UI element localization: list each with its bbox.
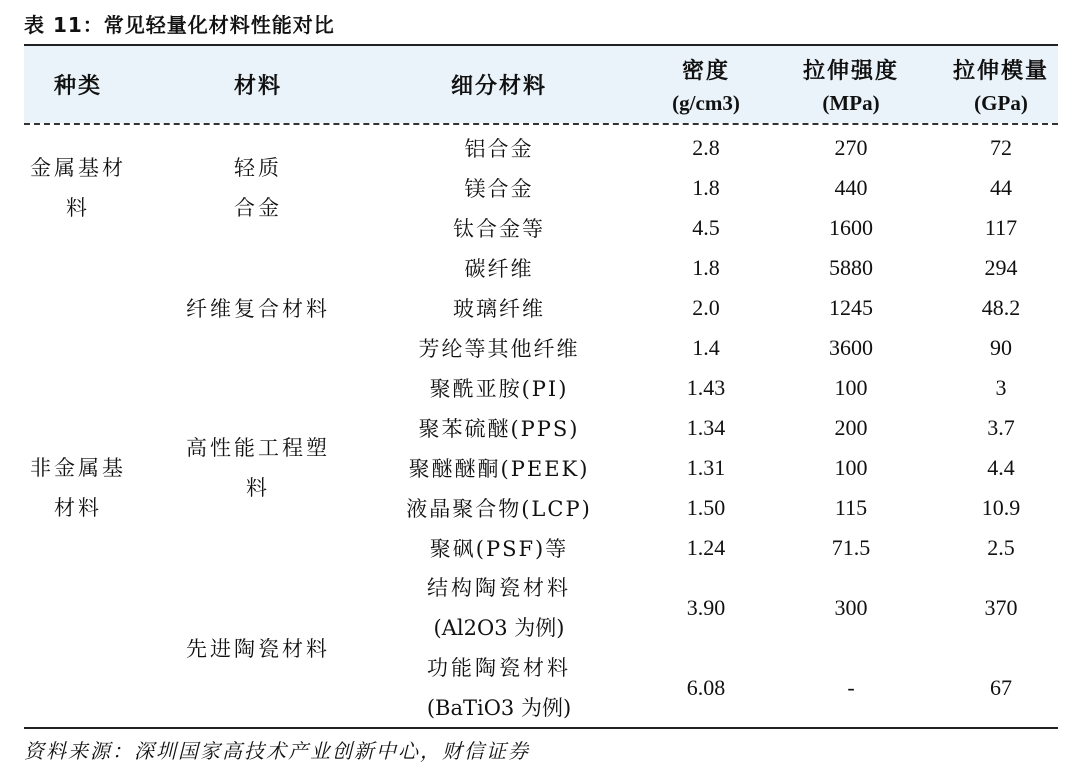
row-8-strength: 200 bbox=[834, 415, 868, 440]
row-3-sub-material: 钛合金等 bbox=[453, 217, 545, 241]
row-9-density: 1.31 bbox=[686, 455, 726, 480]
material-engineering-plastic-line1: 高性能工程塑 bbox=[186, 436, 330, 460]
row-2-density: 1.8 bbox=[692, 175, 720, 200]
material-light-alloy-line2: 合金 bbox=[234, 196, 282, 220]
header-density-unit: (g/cm3) bbox=[672, 90, 740, 115]
row-11-sub-material: 聚砜(PSF)等 bbox=[429, 537, 569, 561]
material-advanced-ceramic-label: 先进陶瓷材料 bbox=[186, 637, 330, 661]
ceramic-row-1-strength: 300 bbox=[834, 595, 868, 620]
header-material bbox=[132, 46, 384, 123]
row-8-sub-material: 聚苯硫醚(PPS) bbox=[418, 417, 580, 441]
row-6-sub-material: 芳纶等其他纤维 bbox=[418, 337, 580, 361]
row-3-strength: 1600 bbox=[829, 215, 873, 240]
header-tensile-modulus-unit: (GPa) bbox=[974, 90, 1028, 115]
row-7-modulus: 3 bbox=[995, 375, 1007, 400]
material-fiber-composite bbox=[132, 288, 384, 328]
header-tensile-strength-unit: (MPa) bbox=[822, 90, 880, 115]
header-density bbox=[634, 46, 778, 123]
row-7-strength: 100 bbox=[834, 375, 868, 400]
row-4-density: 1.8 bbox=[692, 255, 720, 280]
row-2-sub-material: 镁合金 bbox=[464, 177, 534, 201]
row-5-density: 2.0 bbox=[692, 295, 720, 320]
row-7-sub-material: 聚酰亚胺(PI) bbox=[429, 377, 569, 401]
ceramic-row-1-sub-line2: (Al2O3 为例) bbox=[433, 616, 565, 640]
ceramic-row-2-sub-line1: 功能陶瓷材料 bbox=[427, 656, 571, 680]
material-advanced-ceramic bbox=[132, 628, 384, 668]
ceramic-row-1-density: 3.90 bbox=[686, 595, 726, 620]
row-2-modulus: 44 bbox=[990, 175, 1012, 200]
ceramic-row-2-strength: - bbox=[847, 675, 855, 700]
table-title: 表 11：常见轻量化材料性能对比 bbox=[24, 13, 335, 37]
row-5-sub-material: 玻璃纤维 bbox=[453, 297, 545, 321]
row-7-density: 1.43 bbox=[686, 375, 726, 400]
row-2-strength: 440 bbox=[834, 175, 868, 200]
header-category bbox=[24, 46, 132, 123]
ceramic-row-2-sub bbox=[384, 648, 614, 728]
row-9-modulus: 4.4 bbox=[987, 455, 1015, 480]
row-5-modulus: 48.2 bbox=[981, 295, 1021, 320]
source-note: 资料来源：深圳国家高技术产业创新中心，财信证券 bbox=[24, 739, 530, 763]
header-divider bbox=[24, 123, 1058, 125]
category-nonmetal-line2: 材料 bbox=[54, 496, 102, 520]
category-metal-line2: 料 bbox=[66, 196, 90, 220]
ceramic-row-1-sub-line1: 结构陶瓷材料 bbox=[427, 576, 571, 600]
row-6-strength: 3600 bbox=[829, 335, 873, 360]
ceramic-row-2-density: 6.08 bbox=[686, 675, 726, 700]
row-8-density: 1.34 bbox=[686, 415, 726, 440]
row-6-modulus: 90 bbox=[990, 335, 1012, 360]
material-engineering-plastic-line2: 料 bbox=[246, 476, 270, 500]
row-10-strength: 115 bbox=[834, 495, 868, 520]
row-1-sub-material: 铝合金 bbox=[464, 137, 534, 161]
row-10-density: 1.50 bbox=[686, 495, 726, 520]
category-metal-line1: 金属基材 bbox=[30, 156, 126, 180]
ceramic-row-1-sub bbox=[384, 568, 614, 648]
material-light-alloy-line1: 轻质 bbox=[234, 156, 282, 180]
material-light-alloy bbox=[132, 148, 384, 228]
material-engineering-plastic bbox=[132, 428, 384, 508]
header-tensile-modulus bbox=[924, 46, 1078, 123]
row-11-density: 1.24 bbox=[686, 535, 726, 560]
header-sub-material bbox=[384, 46, 614, 123]
ceramic-row-1-modulus: 370 bbox=[984, 595, 1018, 620]
row-3-modulus: 117 bbox=[984, 215, 1018, 240]
material-fiber-composite-label: 纤维复合材料 bbox=[186, 297, 330, 321]
row-6-density: 1.4 bbox=[692, 335, 720, 360]
row-4-sub-material: 碳纤维 bbox=[464, 257, 534, 281]
bottom-rule bbox=[24, 727, 1058, 729]
row-9-sub-material: 聚醚醚酮(PEEK) bbox=[408, 457, 590, 481]
header-density-label: 密度 bbox=[681, 57, 730, 84]
header-sub-material-label: 细分材料 bbox=[450, 73, 547, 99]
row-10-modulus: 10.9 bbox=[981, 495, 1021, 520]
header-material-label: 材料 bbox=[233, 73, 282, 99]
row-3-density: 4.5 bbox=[692, 215, 720, 240]
row-1-density: 2.8 bbox=[692, 135, 720, 160]
row-5-strength: 1245 bbox=[829, 295, 873, 320]
header-tensile-strength bbox=[778, 46, 924, 123]
header-tensile-modulus-label: 拉伸模量 bbox=[952, 57, 1049, 84]
row-8-modulus: 3.7 bbox=[987, 415, 1015, 440]
row-11-modulus: 2.5 bbox=[987, 535, 1015, 560]
row-11-strength: 71.5 bbox=[831, 535, 871, 560]
row-10-sub-material: 液晶聚合物(LCP) bbox=[406, 497, 592, 521]
row-1-modulus: 72 bbox=[990, 135, 1012, 160]
category-nonmetal-line1: 非金属基 bbox=[30, 456, 126, 480]
row-4-strength: 5880 bbox=[829, 255, 873, 280]
row-9-strength: 100 bbox=[834, 455, 868, 480]
row-1-strength: 270 bbox=[834, 135, 868, 160]
category-nonmetal bbox=[24, 448, 132, 528]
header-category-label: 种类 bbox=[53, 73, 102, 99]
category-metal bbox=[24, 148, 132, 228]
ceramic-row-2-modulus: 67 bbox=[990, 675, 1012, 700]
row-4-modulus: 294 bbox=[984, 255, 1018, 280]
ceramic-row-2-sub-line2: (BaTiO3 为例) bbox=[426, 696, 572, 720]
header-tensile-strength-label: 拉伸强度 bbox=[802, 57, 899, 84]
